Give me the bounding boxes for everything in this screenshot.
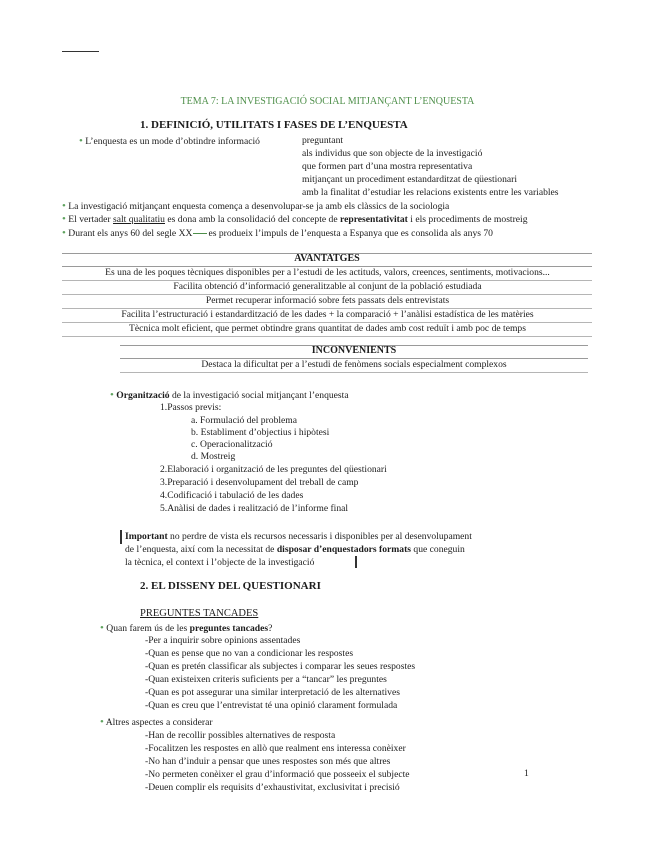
disadvantages-title: INCONVENIENTS	[311, 345, 397, 356]
definition-line: amb la finalitat d’estudiar les relacions existents entre les variables	[302, 187, 559, 198]
when-item: -Quan es pot assegurar una similar interpretació de les alternatives	[145, 687, 400, 698]
other-item: -Deuen complir els requisits d’exhaustivitat, exclusivitat i precisió	[145, 782, 400, 793]
organization-heading: • Organització de la investigació social mitjançant l’enquesta	[110, 389, 349, 401]
other-item: -Focalitzen les respostes en allò que realment ens interessa conèixer	[145, 743, 406, 754]
other-item: -No han d’induir a pensar que unes respostes son més que altres	[145, 756, 391, 767]
closed-questions-question: • Quan farem ús de les preguntes tancades?	[100, 622, 273, 634]
other-item: -No permeten conèixer el grau d’informació que posseeix el subjecte	[145, 769, 410, 780]
definition-line: que formen part d’una mostra representativa	[302, 161, 473, 172]
margin-bar	[355, 556, 357, 568]
advantage-row: Tècnica molt eficient, que permet obtindre grans quantitat de dades amb cost reduït i amb poc de temps	[129, 323, 526, 334]
advantage-row: Es una de les poques tècniques disponibles per a l’estudi de les actituds, valors, creences, sentiments, motivacions...	[105, 267, 550, 278]
sub-step: a. Formulació del problema	[191, 415, 298, 426]
definition-line: als individus que son objecte de la investigació	[302, 148, 483, 159]
step: 5.Anàlisi de dades i realització de l’informe final	[160, 503, 349, 514]
definition-line: preguntant	[302, 135, 344, 146]
definition-line: mitjançant un procediment estandarditzat de qüestionari	[302, 174, 517, 185]
document-title: TEMA 7: LA INVESTIGACIÓ SOCIAL MITJANÇANT L’ENQUESTA	[180, 96, 475, 107]
margin-bar	[120, 530, 122, 544]
bullet-icon: •	[110, 389, 114, 401]
arrow-icon	[193, 233, 207, 234]
bullet-history: • La investigació mitjançant enquesta comença a desenvolupar-se ja amb els clàssics de la sociologia	[62, 200, 450, 212]
bullet-icon: •	[62, 200, 66, 212]
when-item: -Quan es pense que no van a condicionar les respostes	[145, 648, 354, 659]
other-item: -Han de recollir possibles alternatives de resposta	[145, 730, 336, 741]
advantages-title: AVANTATGES	[294, 253, 360, 264]
when-item: -Quan es pretén classificar als subjectes i comparar les seues respostes	[145, 661, 416, 672]
important-line-1: Important no perdre de vista els recursos necessaris i disponibles per al desenvolupament	[125, 531, 472, 542]
closed-questions-title: PREGUNTES TANCADES	[140, 608, 259, 619]
bullet-spain: • Durant els anys 60 del segle XX es produeix l’impuls de l’enquesta a Espanya que es consolida als anys 70	[62, 227, 493, 239]
step: 1.Passos previs:	[160, 402, 222, 413]
row-divider	[62, 336, 592, 337]
bullet-icon: •	[79, 135, 83, 147]
sub-step: b. Establiment d’objectius i hipòtesi	[191, 427, 330, 438]
sub-step: d. Mostreig	[191, 451, 236, 462]
other-aspects-heading: • Altres aspectes a considerar	[100, 716, 213, 728]
step: 4.Codificació i tabulació de les dades	[160, 490, 304, 501]
when-item: -Quan existeixen criteris suficients per a “tancar” les preguntes	[145, 674, 387, 685]
when-item: -Per a inquirir sobre opinions assentades	[145, 635, 301, 646]
bullet-icon: •	[62, 213, 66, 225]
section-1-heading: 1. DEFINICIÓ, UTILITATS I FASES DE L’ENQUESTA	[140, 119, 408, 131]
disadvantage-row: Destaca la dificultat per a l’estudi de fenòmens socials especialment complexos	[201, 359, 507, 370]
definition-lead: • L’enquesta es un mode d’obtindre informació	[79, 135, 260, 147]
advantage-row: Facilita l’estructuració i estandardització de les dades + la comparació + l’anàlisi estadística de les matèries	[121, 309, 534, 320]
advantage-row: Permet recuperar informació sobre fets passats dels entrevistats	[205, 295, 450, 306]
bullet-icon: •	[62, 227, 66, 239]
section-2-heading: 2. EL DISSENY DEL QUESTIONARI	[140, 580, 321, 592]
bullet-representativity: • El vertader salt qualitatiu es dona amb la consolidació del concepte de representativitat i els procediments de mostreig	[62, 213, 528, 225]
top-rule	[62, 51, 99, 52]
page-number: 1	[524, 768, 529, 779]
important-line-2: de l’enquesta, així com la necessitat de disposar d’enquestadors formats que coneguin	[125, 544, 465, 555]
sub-step: c. Operacionalització	[191, 439, 273, 450]
advantage-row: Facilita obtenció d’informació generalitzable al conjunt de la població estudiada	[173, 281, 482, 292]
bullet-icon: •	[100, 716, 104, 728]
step: 2.Elaboració i organització de les preguntes del qüestionari	[160, 464, 387, 475]
step: 3.Preparació i desenvolupament del treball de camp	[160, 477, 359, 488]
when-item: -Quan es creu que l’entrevistat té una opinió clarament formulada	[145, 700, 398, 711]
row-divider	[120, 372, 588, 373]
bullet-icon: •	[100, 622, 104, 634]
important-line-3: la tècnica, el context i l’objecte de la investigació	[125, 557, 315, 568]
